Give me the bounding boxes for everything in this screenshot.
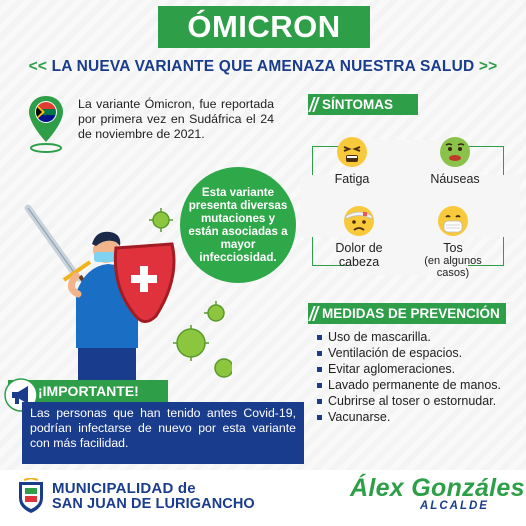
page-title: ÓMICRON [158,6,370,48]
info-circle: Esta variante presenta diversas mutaciones y están asociadas a mayor infecciosidad. [180,167,296,283]
medidas-heading-label: MEDIDAS DE PREVENCIÓN [322,306,500,321]
list-item: Vacunarse. [316,410,516,425]
slash-icon [308,306,319,321]
symptom-fatiga [322,136,382,186]
intro-text: La variante Ómicron, fue reportada por primera vez en Sudáfrica el 24 de noviembre de 2021. [78,97,274,141]
mayor-name: Álex Gonzáles [350,474,525,502]
symptom-label: Náuseas [430,172,480,186]
symptom-label: Dolor de cabeza [335,241,383,269]
right-chevrons: >> [478,58,498,75]
list-item: Cubrirse al toser o estornudar. [316,394,516,409]
nauseated-face-icon [439,136,471,168]
symptom-label: Fatiga [334,172,370,186]
sintomas-heading [308,94,418,115]
symptom-tos [410,205,496,279]
symptom-dolor-de-cabeza [322,205,396,269]
medidas-list [316,330,516,426]
municipal-shield-logo [16,478,46,514]
list-item: Lavado permanente de manos. [316,378,516,393]
left-chevrons: << [28,58,48,75]
head-bandage-face-icon [343,205,375,237]
tired-face-icon [336,136,368,168]
medidas-heading [308,303,506,324]
symptom-nauseas [420,136,490,186]
mayor-title: ALCALDE [420,500,489,512]
page-subtitle [8,58,518,76]
mask-face-icon [437,205,469,237]
importante-heading: ¡IMPORTANTE! [8,380,168,402]
symptom-label: Tos [443,241,463,255]
municipality-line1: MUNICIPALIDAD de [52,480,196,497]
list-item: Evitar aglomeraciones. [316,362,516,377]
sintomas-heading-label: SÍNTOMAS [322,97,394,112]
municipality-line2: SAN JUAN DE LURIGANCHO [52,496,255,512]
symptom-note: (en algunos casos) [424,255,482,279]
list-item: Uso de mascarilla. [316,330,516,345]
list-item: Ventilación de espacios. [316,346,516,361]
slash-icon [308,97,319,112]
location-pin-icon [26,94,66,154]
subtitle-text: LA NUEVA VARIANTE QUE AMENAZA NUESTRA SALUD [51,58,475,75]
importante-text: Las personas que han tenido antes Covid-19, podrían infectarse de nuevo por esta variante con más facilidad. [22,402,304,464]
